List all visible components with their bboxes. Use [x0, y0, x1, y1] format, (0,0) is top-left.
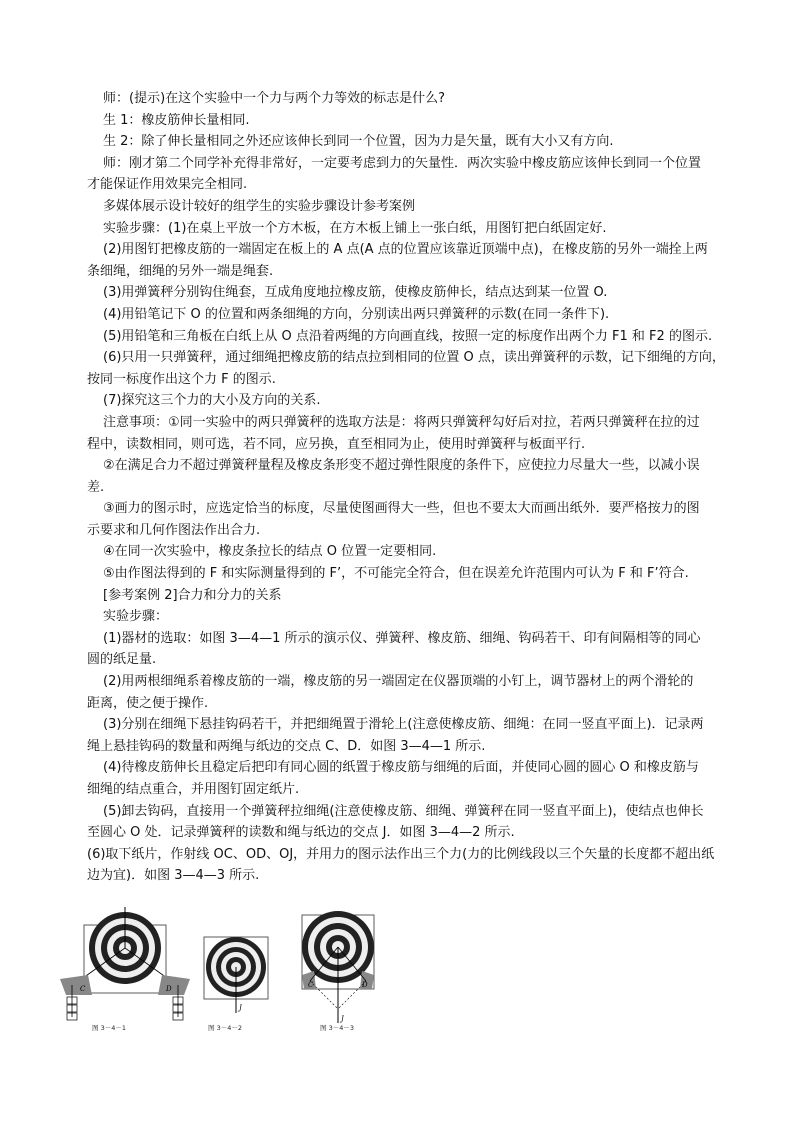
text-line: (7)探究这三个力的大小及方向的关系. [103, 393, 321, 409]
text-line: 示要求和几何作图法作出合力. [87, 522, 261, 538]
text-line: 师：(提示)在这个实验中一个力与两个力等效的标志是什么? [103, 91, 446, 106]
figure-3-4-2 [204, 937, 268, 1013]
text-line: (5)用铅笔和三角板在白纸上从 O 点沿着两绳的方向画直线，按照一定的标度作出两个力 F1 和 F2 的图示. [103, 328, 713, 344]
text-line: 至圆心 O 处．记录弹簧秤的读数和绳与纸边的交点 J．如图 3—4—2 所示. [87, 825, 515, 841]
text-line: 生 1：橡皮筋伸长量相同. [103, 112, 250, 128]
text-line: (4)待橡皮筋伸长且稳定后把印有同心圆的纸置于橡皮筋与细绳的后面，并使同心圆的圆心 O 和橡皮筋与 [103, 760, 699, 776]
text-line: (3)分别在细绳下悬挂钩码若干，并把细绳置于滑轮上(注意使橡皮筋、细绳：在同一竖直平面上)．记录两 [103, 717, 704, 733]
text-line: (2)用图钉把橡皮筋的一端固定在板上的 A 点(A 点的位置应该靠近顶端中点)，在橡皮筋的另外一端拴上两 [103, 242, 708, 258]
text-line: 实验步骤： [103, 609, 169, 625]
caption-fig-3-4-1: 图 3－4－1 [92, 1024, 126, 1032]
text-line: 圆的纸足量. [87, 652, 157, 668]
text-line: 才能保证作用效果完全相同. [87, 177, 248, 193]
label-j-fig2: J [239, 1004, 242, 1012]
text-line: 实验步骤：(1)在桌上平放一个方木板，在方木板上铺上一张白纸，用图钉把白纸固定好. [103, 220, 607, 236]
text-line: (6)取下纸片，作射线 OC、OD、OJ，并用力的图示法作出三个力(力的比例线段以三个矢量的长度都不超出纸 [87, 846, 715, 862]
text-line: (4)用铅笔记下 O 的位置和两条细绳的方向，分别读出两只弹簧秤的示数(在同一条件下). [103, 306, 610, 322]
text-line: ②在满足合力不超过弹簧秤量程及橡皮条形变不超过弹性限度的条件下，应使拉力尽量大一些，以减小误 [103, 458, 700, 474]
text-line: ④在同一次实验中，橡皮条拉长的结点 O 位置一定要相同. [103, 544, 437, 560]
text-line: 多媒体展示设计较好的组学生的实验步骤设计参考案例 [103, 198, 416, 214]
text-line: 师：刚才第二个同学补充得非常好，一定要考虑到力的矢量性．两次实验中橡皮筋应该伸长到同一个位置 [103, 155, 702, 171]
text-line: ⑤由作图法得到的 F 和实际测量得到的 F’，不可能完全符合，但在误差允许范围内可认为 F 和 F’符合. [103, 566, 689, 582]
text-line: ③画力的图示时，应选定恰当的标度，尽量使图画得大一些，但也不要太大而画出纸外．要严格按力的图 [103, 501, 700, 517]
label-d-fig1: D [166, 985, 172, 993]
text-line: 按同一标度作出这个力 F 的图示. [87, 371, 276, 387]
text-line: 边为宜)．如图 3—4—3 所示. [87, 868, 260, 884]
label-c-fig3: C [308, 981, 314, 989]
caption-fig-3-4-2: 图 3－4－2 [208, 1024, 242, 1032]
text-line: 条细绳，细绳的另外一端是绳套. [87, 263, 274, 279]
figure-row [58, 905, 388, 1045]
label-j-fig3: J [341, 1015, 344, 1023]
text-line: 绳上悬挂钩码的数量和两绳与纸边的交点 C、D．如图 3—4—1 所示. [87, 738, 486, 754]
text-line: (2)用两根细绳系着橡皮筋的一端，橡皮筋的另一端固定在仪器顶端的小钉上，调节器材上的两个滑轮的 [103, 674, 694, 690]
text-line: 距离，使之便于操作. [87, 695, 209, 711]
text-line: (1)器材的选取：如图 3—4—1 所示的演示仪、弹簧秤、橡皮筋、细绳、钩码若干、印有间隔相等的同心 [103, 630, 701, 646]
text-line: (5)卸去钩码，直接用一个弹簧秤拉细绳(注意使橡皮筋、细绳、弹簧秤在同一竖直平面上)，使结点也伸长 [103, 803, 704, 819]
text-line: 差. [87, 479, 105, 495]
text-line: [参考案例 2]合力和分力的关系 [103, 587, 282, 603]
label-c-fig1: C [80, 985, 86, 993]
body-text [87, 88, 727, 887]
label-d-fig3: D [362, 981, 368, 989]
text-line: 生 2：除了伸长量相同之外还应该伸长到同一个位置，因为力是矢量，既有大小又有方向. [103, 134, 614, 150]
figure-3-4-3 [302, 911, 374, 1023]
text-line: 细绳的结点重合，并用图钉固定纸片. [87, 782, 300, 797]
text-line: (6)只用一只弹簧秤，通过细绳把橡皮筋的结点拉到相同的位置 O 点，读出弹簧秤的示数，记下细绳的方向， [103, 350, 725, 366]
caption-fig-3-4-3: 图 3－4－3 [320, 1024, 354, 1032]
figure-3-4-1 [60, 907, 190, 1020]
text-line: (3)用弹簧秤分别钩住绳套，互成角度地拉橡皮筋，使橡皮筋伸长，结点达到某一位置 O. [103, 285, 608, 301]
text-line: 注意事项：①同一实验中的两只弹簧秤的选取方法是：将两只弹簧秤勾好后对拉，若两只弹簧秤在拉的过 [103, 414, 700, 430]
text-line: 程中，读数相同，则可选，若不同，应另换，直至相同为止，使用时弹簧秤与板面平行. [87, 436, 586, 452]
